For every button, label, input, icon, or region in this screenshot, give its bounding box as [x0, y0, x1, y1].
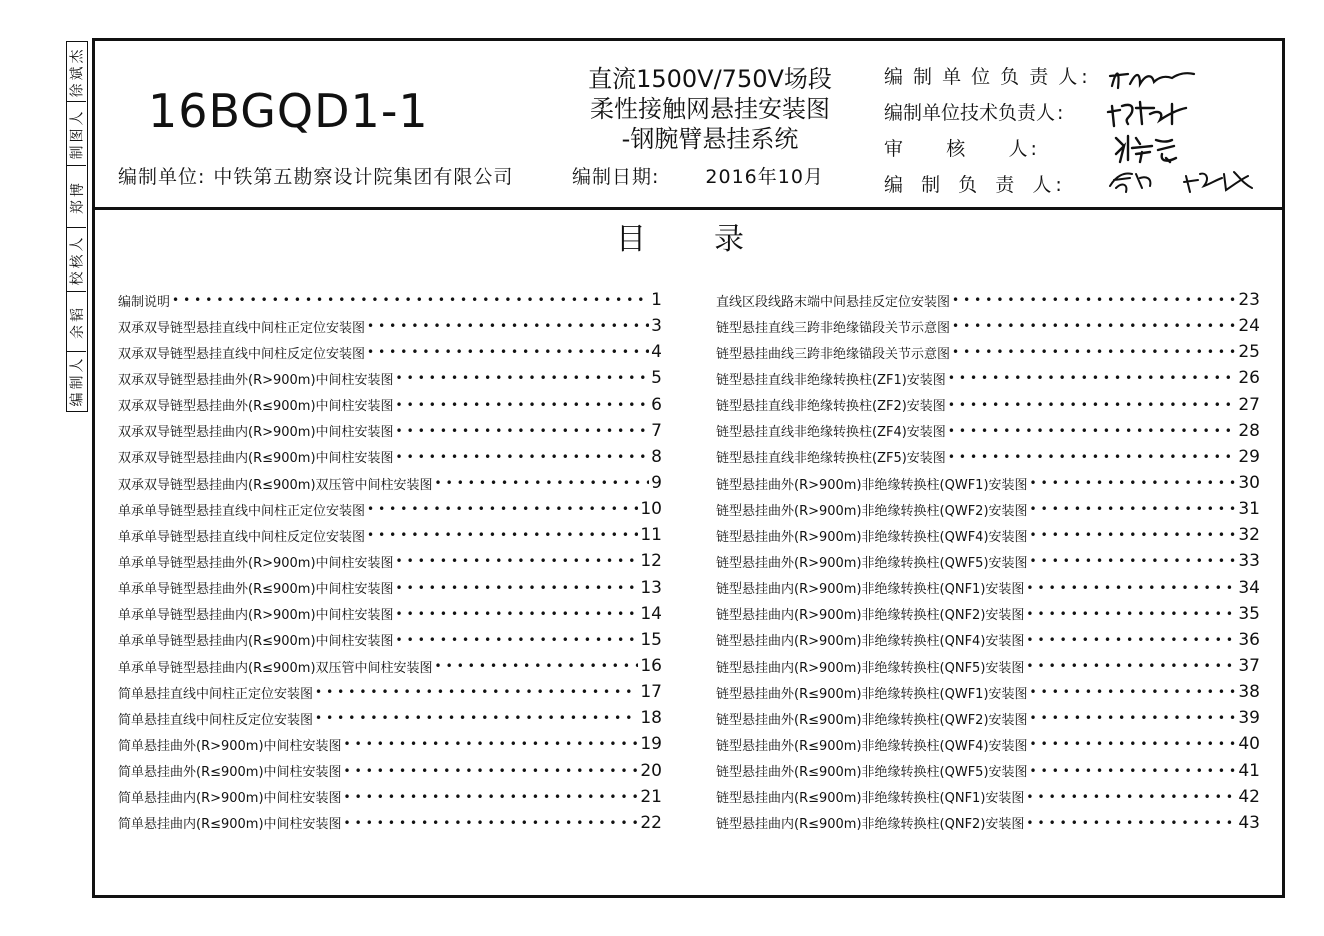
toc-entry[interactable]: 单承单导链型悬挂曲外(R≤900m)中间柱安装图 ••••• 13 [118, 575, 662, 601]
toc-entry[interactable]: 链型悬挂曲内(R>900m)非绝缘转换柱(QNF5)安装图 ••••• 37 [716, 653, 1260, 679]
side-cell-1: 徐斌杰 [67, 42, 86, 102]
title-line-1: 直流1500V/750V场段 [588, 65, 832, 93]
toc-entry[interactable]: 单承单导链型悬挂曲外(R>900m)中间柱安装图 ••••• 12 [118, 548, 662, 574]
toc-entry[interactable]: 直线区段线路末端中间悬挂反定位安装图 ••••• 23 [716, 287, 1260, 313]
toc-entry[interactable]: 链型悬挂直线非绝缘转换柱(ZF1)安装图 ••••• 26 [716, 365, 1260, 391]
toc-entry[interactable]: 单承单导链型悬挂曲内(R≤900m)中间柱安装图 ••••• 15 [118, 627, 662, 653]
toc-entry[interactable]: 简单悬挂曲外(R≤900m)中间柱安装图 ••••• 20 [118, 758, 662, 784]
side-cell-2: 制图人 [67, 102, 86, 166]
toc-entry[interactable]: 单承单导链型悬挂曲内(R>900m)中间柱安装图 ••••• 14 [118, 601, 662, 627]
toc-entry[interactable]: 双承双导链型悬挂直线中间柱正定位安装图 ••••• 3 [118, 313, 662, 339]
toc-entry[interactable]: 双承双导链型悬挂曲内(R>900m)中间柱安装图 ••••• 7 [118, 418, 662, 444]
toc-entry[interactable]: 双承双导链型悬挂曲内(R≤900m)双压管中间柱安装图 ••••• 9 [118, 470, 662, 496]
toc-entry[interactable]: 链型悬挂曲外(R≤900m)非绝缘转换柱(QWF5)安装图 ••••• 41 [716, 758, 1260, 784]
toc-entry[interactable]: 双承双导链型悬挂曲外(R≤900m)中间柱安装图 ••••• 6 [118, 392, 662, 418]
toc-entry[interactable]: 单承单导链型悬挂直线中间柱正定位安装图 ••••• 10 [118, 496, 662, 522]
toc-entry[interactable]: 链型悬挂直线三跨非绝缘锚段关节示意图 ••••• 24 [716, 313, 1260, 339]
toc-entry[interactable]: 链型悬挂曲外(R>900m)非绝缘转换柱(QWF5)安装图 ••••• 33 [716, 548, 1260, 574]
toc-entry[interactable]: 双承双导链型悬挂曲外(R>900m)中间柱安装图 ••••• 5 [118, 365, 662, 391]
toc-entry[interactable]: 链型悬挂曲线三跨非绝缘锚段关节示意图 ••••• 25 [716, 339, 1260, 365]
toc-entry[interactable]: 简单悬挂直线中间柱正定位安装图 ••••• 17 [118, 679, 662, 705]
toc-entry[interactable]: 链型悬挂曲外(R>900m)非绝缘转换柱(QWF2)安装图 ••••• 31 [716, 496, 1260, 522]
toc-entry[interactable]: 单承单导链型悬挂直线中间柱反定位安装图 ••••• 11 [118, 522, 662, 548]
toc-entry[interactable]: 链型悬挂曲内(R>900m)非绝缘转换柱(QNF4)安装图 ••••• 36 [716, 627, 1260, 653]
signature-1 [1106, 62, 1198, 94]
unit-label: 编制单位: [118, 166, 206, 188]
toc-entry[interactable]: 链型悬挂曲内(R>900m)非绝缘转换柱(QNF2)安装图 ••••• 35 [716, 601, 1260, 627]
toc-right-column [716, 287, 1260, 836]
date-value: 2016年10月 [705, 166, 824, 188]
toc-entry[interactable]: 简单悬挂曲内(R≤900m)中间柱安装图 ••••• 22 [118, 810, 662, 836]
toc-entry[interactable]: 链型悬挂曲内(R≤900m)非绝缘转换柱(QNF2)安装图 ••••• 43 [716, 810, 1260, 836]
signature-3 [1112, 132, 1182, 166]
toc-entry[interactable]: 链型悬挂曲外(R>900m)非绝缘转换柱(QWF4)安装图 ••••• 32 [716, 522, 1260, 548]
responsible-row-4: 编 制 负 责 人 : [884, 174, 1062, 196]
toc-entry[interactable]: 编制说明 ••••• 1 [118, 287, 662, 313]
title-line-3: -钢腕臂悬挂系统 [621, 125, 799, 153]
toc-entry[interactable]: 链型悬挂直线非绝缘转换柱(ZF2)安装图 ••••• 27 [716, 392, 1260, 418]
toc-entry[interactable]: 链型悬挂曲内(R>900m)非绝缘转换柱(QNF1)安装图 ••••• 34 [716, 575, 1260, 601]
toc-entry[interactable]: 链型悬挂曲外(R≤900m)非绝缘转换柱(QWF2)安装图 ••••• 39 [716, 705, 1260, 731]
side-cell-6: 编制人 [69, 355, 86, 407]
toc-entry[interactable]: 简单悬挂曲外(R>900m)中间柱安装图 ••••• 19 [118, 731, 662, 757]
toc-entry[interactable]: 单承单导链型悬挂曲内(R≤900m)双压管中间柱安装图 ••••• 16 [118, 653, 662, 679]
toc-entry[interactable]: 链型悬挂曲外(R≤900m)非绝缘转换柱(QWF1)安装图 ••••• 38 [716, 679, 1260, 705]
toc-entry[interactable]: 链型悬挂曲外(R≤900m)非绝缘转换柱(QWF4)安装图 ••••• 40 [716, 731, 1260, 757]
toc-entry[interactable]: 链型悬挂直线非绝缘转换柱(ZF4)安装图 ••••• 28 [716, 418, 1260, 444]
signature-2 [1106, 98, 1190, 130]
drawing-code: 16BGQD1-1 [148, 84, 429, 138]
toc-entry[interactable]: 双承双导链型悬挂直线中间柱反定位安装图 ••••• 4 [118, 339, 662, 365]
compiling-unit [118, 162, 513, 189]
side-signature-strip [66, 41, 88, 412]
toc-entry[interactable]: 简单悬挂直线中间柱反定位安装图 ••••• 18 [118, 705, 662, 731]
signature-4 [1106, 166, 1256, 196]
date-label: 编制日期: [572, 166, 660, 188]
unit-value: 中铁第五勘察设计院集团有限公司 [213, 166, 514, 188]
side-cell-4: 校核人 [67, 228, 86, 292]
toc-entry[interactable]: 链型悬挂曲外(R>900m)非绝缘转换柱(QWF1)安装图 ••••• 30 [716, 470, 1260, 496]
responsible-row-1: 编 制 单 位 负 责 人 : [884, 66, 1088, 88]
toc-entry[interactable]: 链型悬挂直线非绝缘转换柱(ZF5)安装图 ••••• 29 [716, 444, 1260, 470]
toc-entry[interactable]: 双承双导链型悬挂曲内(R≤900m)中间柱安装图 ••••• 8 [118, 444, 662, 470]
side-cell-5: 余韬 [67, 292, 86, 352]
drawing-title [560, 64, 860, 154]
side-cell-3: 郑博 [67, 166, 86, 228]
toc-entry[interactable]: 简单悬挂曲内(R>900m)中间柱安装图 ••••• 21 [118, 784, 662, 810]
toc-entry[interactable]: 链型悬挂曲内(R≤900m)非绝缘转换柱(QNF1)安装图 ••••• 42 [716, 784, 1260, 810]
responsible-row-2: 编制单位技术负责人 : [884, 102, 1064, 124]
header-separator [92, 207, 1285, 210]
toc-heading: 目 录 [616, 222, 746, 257]
title-line-2: 柔性接触网悬挂安装图 [590, 95, 830, 123]
toc-left-column [118, 287, 662, 836]
compiling-date [572, 162, 824, 189]
responsible-row-3: 审 核 人 : [884, 138, 1037, 160]
